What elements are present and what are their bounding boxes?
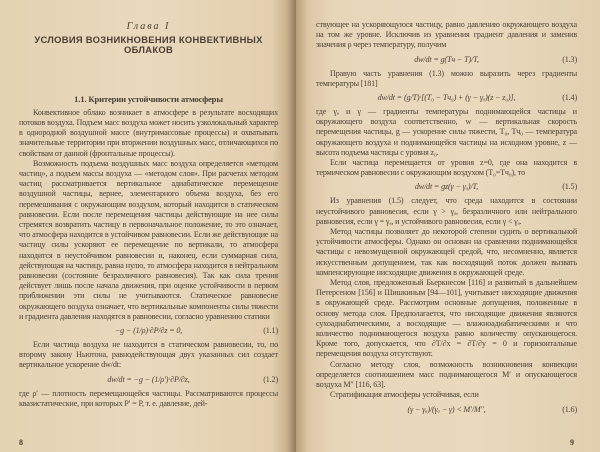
paragraph: Метод слоя, предложенный Бьеркнесом [116] и развитый в дальнейшем Петерсеном [156] и Шишкиным [94—101], учитывает нисходящие движения в окружающей среде. Рассмотрим основные допущения, положенные в основу метода слоя. Предполагается, что нисходящие движения являются сухоадиабатическими, а восходящие — влажноадиабатическими и что количество поднимающегося воздуха равно количеству опускающегося. Кроме того, допускается, что ∂T/∂x = ∂T/∂y = 0 и горизонтальные перемещения воздуха отсутствуют. — [316, 278, 577, 359]
section-title: 1.1. Критерии устойчивости атмосферы — [74, 93, 223, 104]
right-page — [296, 0, 600, 452]
left-page — [0, 0, 296, 452]
paragraph: Если частица воздуха не находится в статическом равновесии, то, по второму закону Ньютона, равнодействующая двух указанных сил создает вертикальное ускорение dw/dt: — [19, 340, 278, 370]
equation-1-1 — [19, 323, 278, 339]
page-number: 9 — [570, 438, 574, 447]
paragraph: Конвективное облако возникает в атмосфере в результате восходящих потоков воздуха. Подъем масс воздуха может носить узколокальный характер в однородной воздушной массе (внутримассовые процессы) и охватывать значительные территории при вторжении воздушных масс, отличающихся по свойствам от данной (фронтальные процессы). — [19, 107, 278, 158]
paragraph: Стратификация атмосферы устойчивая, если — [330, 390, 479, 400]
equation-formula: (γ − γₐ)/(γₐ − γ) < M′/M″, — [407, 404, 486, 414]
equation-number: (1.1) — [263, 326, 278, 336]
equation-formula: dw/dt = g(Tч − T)/T, — [414, 54, 479, 64]
equation-formula: dw/dt = (g/T)·[(T₀ − Tч₀) + (γ − γₐ)(z − z₀)], — [377, 93, 516, 103]
chapter-label: Глава I — [126, 21, 171, 32]
paragraph: ствующее на ускоряющуюся частицу, равно давлению окружающего воздуха на том же уровне. Исключив из уравнения градиент давления и заменив значения ρ через температуру, получим — [316, 20, 577, 50]
paragraph: где γₐ и γ — градиенты температуры поднимающейся частицы и окружающего воздуха соответственно, w — вертикальная скорость перемещения частицы, g — ускорение силы тяжести, T₀, Tч₀ — температура окружающего воздуха и поднимающейся частицы на исходном уровне, z — высота подъема частицы с уровня z₀. — [316, 107, 577, 157]
equation-formula: dw/dt = gz(γ − γₐ)/T, — [414, 182, 479, 192]
equation-1-2 — [19, 372, 278, 388]
equation-formula: −g − (1/ρ)·∂P/∂z = 0, — [114, 326, 183, 336]
paragraph: Метод частицы позволяет до некоторой степени судить о вертикальной устойчивости атмосферы. Однако он основан на сравнении поднимающейся частицы с невозмущенной окружающей средой, что, несомненно, является искусственным допущением, так как восходящий поток должен вызвать компенсирующие нисходящие движения в окружающей среде. — [316, 227, 577, 277]
paragraph: Правую часть уравнения (1.3) можно выразить через градиенты температуры [181] — [316, 68, 577, 88]
equation-number: (1.5) — [562, 182, 577, 192]
equation-1-5 — [316, 179, 577, 195]
paragraph: где ρ′ — плотность перемещающейся частицы. Рассматриваются процессы квазистатические, при которых P′ = P, т. е. давление, дей- — [19, 388, 278, 408]
paragraph: Если частица перемещается от уровня z=0, где она находится в термическом равновесии с окружающим воздухом (T₀=Tч₀), то — [316, 158, 577, 178]
paragraph: Согласно методу слоя, возможность возникновения конвекции определяется соотношением масс поднимающегося M′ и опускающегося воздуха M″ [116, 63]. — [316, 359, 577, 390]
paragraph: Возможность подъема воздушных масс воздуха определяется «методом частиц», а подъем массы воздуха — «методом слоя». При расчетах методом частиц рассматривается вертикальное адиабатическое перемещение воздушной частицы, вернее, элементарного объема воздуха, без его перемешивания с окружающим воздухом, который находится в статическом равновесии. Если после перемещения частицы действующие на нее силы стремятся возвратить частицу в первоначальное положение, то это означает, что атмосфера находится в устойчивом равновесии. Если же действующие на частицу силы ускоряют ее перемещение по вертикали, то атмосфера находится в неустойчивом равновесии и, наконец, если суммарная сила, действующая на частицу, равна нулю, то атмосфера находится в нейтральном равновесии (состояние безразличного равновесия). Так как сила трения действует лишь после начала движения, при оценке устойчивости в первом приближении эти силы не учитываются. Статическое равновесие окружающего воздуха означает, что вертикальные компоненты силы тяжести и градиента давления находятся в равновесии, согласно уравнению статики — [19, 158, 278, 321]
equation-1-3 — [316, 52, 577, 68]
right-page-text — [316, 20, 577, 419]
page-number: 8 — [19, 438, 23, 447]
paragraph: Из уравнения (1.5) следует, что среда находится в состоянии неустойчивого равновесия, если γ > γₐ, безразличного или нейтрального равновесия, если γ = γₐ, и устойчивого равновесия, если γ < γₐ. — [316, 196, 577, 226]
left-page-text — [19, 0, 278, 409]
equation-number: (1.2) — [263, 374, 278, 384]
chapter-title: УСЛОВИЯ ВОЗНИКНОВЕНИЯ КОНВЕКТИВНЫХ ОБЛАКОВ — [34, 34, 263, 56]
equation-1-4 — [316, 90, 577, 106]
equation-number: (1.6) — [562, 404, 577, 414]
equation-1-6 — [316, 402, 577, 418]
equation-number: (1.3) — [562, 54, 577, 64]
equation-formula: dw/dt = −g − (1/ρ′)·∂P/∂z, — [107, 374, 190, 384]
equation-number: (1.4) — [562, 93, 577, 103]
